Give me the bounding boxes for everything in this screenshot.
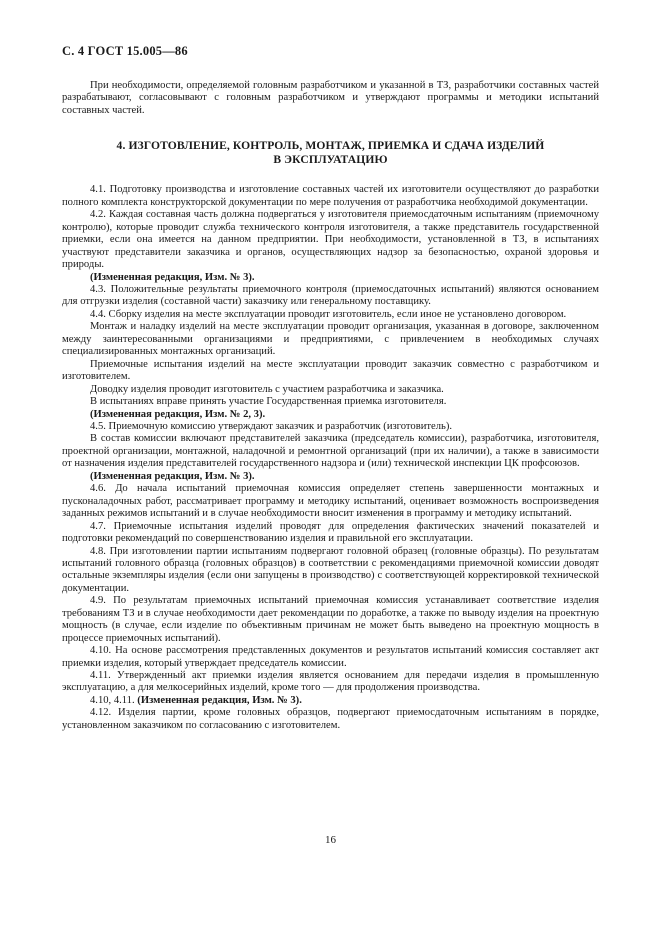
paragraph-4-4-mounting: Монтаж и наладку изделий на месте эксплуатации проводит организация, указанная в договоре, заключенном между заинтересованными организациями и предприятиями, с привлечением в необходимых случаях специализированных монтажных организаций. <box>62 321 599 358</box>
amendment-note: (Измененная редакция, Изм. № 3). <box>90 470 255 482</box>
paragraph-4-5: 4.5. Приемочную комиссию утверждают заказчик и разработчик (изготовитель). <box>90 420 452 432</box>
paragraph-4-10-4-11-note <box>62 695 599 707</box>
note-prefix: 4.10, 4.11. <box>90 694 135 706</box>
paragraph-4-7: 4.7. Приемочные испытания изделий проводят для определения фактических значений показателей и подготовки рекомендаций по совершенствованию изделия и правильной его эксплуатации. <box>62 520 599 545</box>
note-bold: (Измененная редакция, Изм. № 3). <box>137 694 302 706</box>
page-number: 16 <box>325 834 336 846</box>
paragraph-4-4-refinement: Доводку изделия проводит изготовитель с участием разработчика и заказчика. <box>90 383 444 395</box>
amendment-note: (Измененная редакция, Изм. № 2, 3). <box>90 408 266 420</box>
section-heading <box>62 139 599 166</box>
paragraph-4-12: 4.12. Изделия партии, кроме головных образцов, подвергают приемосдаточным испытаниям в порядке, установленном заказчиком по согласованию с изготовителем. <box>62 707 599 731</box>
paragraph-4-4-state-acceptance: В испытаниях вправе принять участие Государственная приемка изготовителя. <box>90 396 447 408</box>
page-header: С. 4 ГОСТ 15.005—86 <box>62 44 188 58</box>
section-heading-line-2: В ЭКСПЛУАТАЦИЮ <box>273 152 388 166</box>
paragraph-4-5-composition: В состав комиссии включают представителей заказчика (председатель комиссии), разработчика, изготовителя, проектной организации, монтажной, наладочной и ремонтной организаций (при их наличии), а также в зависимости от назначения изделия представителей государственного надзора и (или) технической инспекции ЦК профсоюзов. <box>62 433 599 470</box>
paragraph-4-4: 4.4. Сборку изделия на месте эксплуатации проводит изготовитель, если иное не установлено договором. <box>90 308 567 320</box>
paragraph-4-11: 4.11. Утвержденный акт приемки изделия является основанием для передачи изделия в промышленную эксплуатацию, а для мелкосерийных изделий, кроме того — для продолжения производства. <box>62 670 599 694</box>
paragraph-4-6: 4.6. До начала испытаний приемочная комиссия определяет степень завершенности монтажных и пусконаладочных работ, рассматривает программу и методику испытаний, оценивает возможность воспроизведения заданных режимов испытаний и в случае необходимости вносит изменения в программу и методику испытаний. <box>62 483 599 520</box>
section-heading-line-1: 4. ИЗГОТОВЛЕНИЕ, КОНТРОЛЬ, МОНТАЖ, ПРИЕМКА И СДАЧА ИЗДЕЛИЙ <box>116 139 545 153</box>
document-body <box>62 80 599 732</box>
paragraph-4-2: 4.2. Каждая составная часть должна подвергаться у изготовителя приемосдаточным испытаниям (приемочному контролю), которые проводит служба технического контроля изготовителя, а также представитель государственной приемки, если она имеется на данном предприятии. При необходимости, установленной в ТЗ, в испытаниях участвуют представители заказчика и органов, осуществляющих надзор за безопасностью, охраной здоровья и природы. <box>62 209 599 271</box>
paragraph-4-9: 4.9. По результатам приемочных испытаний приемочная комиссия устанавливает соответствие изделия требованиям ТЗ и в случае необходимости дает рекомендации по доработке, а также по выводу изделия на проектную мощность (в случае, если изделие по объективным причинам не может быть выведено на проектную мощность в процессе приемочных испытаний). <box>62 595 599 644</box>
intro-paragraph: При необходимости, определяемой головным разработчиком и указанной в ТЗ, разработчики составных частей разрабатывают, согласовывают с головным разработчиком и утверждают программы и методики испытаний составных частей. <box>62 80 599 116</box>
paragraph-4-1: 4.1. Подготовку производства и изготовление составных частей их изготовители осуществляют до разработки полного комплекта конструкторской документации по мере получения от разработчика необходимой документации. <box>62 184 599 208</box>
paragraph-4-3: 4.3. Положительные результаты приемочного контроля (приемосдаточных испытаний) являются основанием для отгрузки изделия (составной части) заказчику или генеральному поставщику. <box>62 283 599 308</box>
paragraph-4-10: 4.10. На основе рассмотрения представленных документов и результатов испытаний комиссия составляет акт приемки изделия, который утверждает председатель комиссии. <box>62 645 599 669</box>
paragraph-4-8: 4.8. При изготовлении партии испытаниям подвергают головной образец (головные образцы). По результатам испытаний головного образца (головных образцов) в соответствии с рекомендациями приемочной комиссии доводят остальные экземпляры изделия (если они запущены в производство) с соответствующей корректировкой технической документации. <box>62 545 599 594</box>
amendment-note: (Измененная редакция, Изм. № 3). <box>90 271 255 283</box>
paragraph-4-4-acceptance: Приемочные испытания изделий на месте эксплуатации проводит заказчик совместно с разработчиком и изготовителем. <box>62 358 599 383</box>
